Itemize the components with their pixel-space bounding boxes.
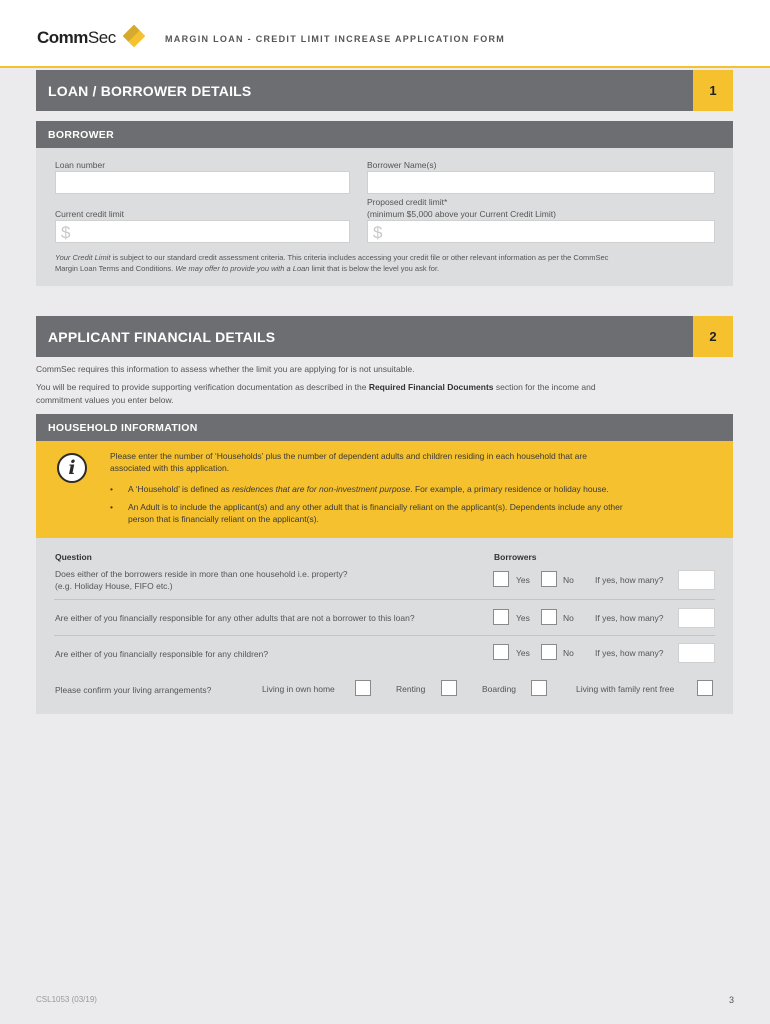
question-3-yes-label: Yes <box>516 648 530 658</box>
divider <box>54 599 715 600</box>
question-3-line-1: Are either of you financially responsible for any children? <box>55 649 269 659</box>
question-column-header: Question <box>55 552 92 562</box>
info-icon: i <box>57 453 87 483</box>
proposed-limit-hint: (minimum $5,000 above your Current Credit Limit) <box>367 209 556 219</box>
loan-number-label: Loan number <box>55 160 106 170</box>
section-1-header <box>36 70 733 111</box>
current-limit-label: Current credit limit <box>55 209 124 219</box>
page-header <box>0 0 770 68</box>
question-1-no-checkbox[interactable] <box>541 571 557 587</box>
borrower-panel <box>36 148 733 286</box>
section-2-intro-1: CommSec requires this information to assess whether the limit you are applying for is not unsuitable. <box>36 364 415 374</box>
living-own-home-label: Living in own home <box>262 684 335 694</box>
boarding-checkbox[interactable] <box>531 680 547 696</box>
info-bullet-1: • A ‘Household’ is defined as residences that are for non-investment purpose. For example, a primary residence or holiday house. <box>110 484 609 494</box>
question-1-line-1: Does either of the borrowers reside in more than one household i.e. property? <box>55 569 348 579</box>
info-line-2: associated with this application. <box>110 463 230 473</box>
question-1-howmany-label: If yes, how many? <box>595 575 664 585</box>
borrower-subheading: BORROWER <box>36 121 733 148</box>
question-2-no-label: No <box>563 613 574 623</box>
info-line-1: Please enter the number of ‘Households’ plus the number of dependent adults and children residing in each household that are <box>110 451 587 461</box>
question-3-no-label: No <box>563 648 574 658</box>
divider <box>54 635 715 636</box>
proposed-limit-field[interactable] <box>367 220 715 243</box>
borrower-names-field[interactable] <box>367 171 715 194</box>
living-arrangements-question: Please confirm your living arrangements? <box>55 685 212 695</box>
question-3-yes-checkbox[interactable] <box>493 644 509 660</box>
question-2-howmany-label: If yes, how many? <box>595 613 664 623</box>
question-1-no-label: No <box>563 575 574 585</box>
borrower-names-label: Borrower Name(s) <box>367 160 437 170</box>
question-3-howmany-label: If yes, how many? <box>595 648 664 658</box>
living-with-family-label: Living with family rent free <box>576 684 675 694</box>
section-2-title: APPLICANT FINANCIAL DETAILS <box>48 329 276 345</box>
page-number: 3 <box>728 995 734 1005</box>
question-1-line-2: (e.g. Holiday House, FIFO etc.) <box>55 581 173 591</box>
renting-label: Renting <box>396 684 426 694</box>
dollar-sign: $ <box>61 223 71 242</box>
commsec-logo: CommSec <box>37 28 116 47</box>
borrowers-column-header: Borrowers <box>494 552 537 562</box>
section-1-number: 1 <box>693 70 733 111</box>
question-1-yes-label: Yes <box>516 575 530 585</box>
living-own-home-checkbox[interactable] <box>355 680 371 696</box>
section-2-intro-2: You will be required to provide supporting verification documentation as described in the Required Financial Documents section for the income and <box>36 382 596 392</box>
current-limit-field[interactable] <box>55 220 350 243</box>
boarding-label: Boarding <box>482 684 517 694</box>
form-code: CSL1053 (03/19) <box>36 995 97 1004</box>
section-2-intro-3: commitment values you enter below. <box>36 395 174 405</box>
question-3-no-checkbox[interactable] <box>541 644 557 660</box>
info-bullet-2: • An Adult is to include the applicant(s) and any other adult that is financially reliant on the applicant(s). Dependents include any other person that is financially reliant on the applicant(s). <box>110 502 623 524</box>
question-1-yes-checkbox[interactable] <box>493 571 509 587</box>
form-title: MARGIN LOAN - CREDIT LIMIT INCREASE APPLICATION FORM <box>165 34 506 44</box>
section-2-header <box>36 316 733 357</box>
credit-limit-note-line2: Margin Loan Terms and Conditions. We may offer to provide you with a Loan limit that is below the level you ask for. <box>55 264 440 273</box>
living-with-family-checkbox[interactable] <box>697 680 713 696</box>
renting-checkbox[interactable] <box>441 680 457 696</box>
credit-limit-note-line1: Your Credit Limit is subject to our standard credit assessment criteria. This criteria includes accessing your credit file or other relevant information as per the CommSec <box>55 253 609 262</box>
section-1-title: LOAN / BORROWER DETAILS <box>48 83 252 99</box>
dollar-sign: $ <box>373 223 383 242</box>
question-1-howmany-field[interactable] <box>678 570 715 590</box>
commsec-diamond-icon <box>123 25 146 48</box>
question-2-line-1: Are either of you financially responsible for any other adults that are not a borrower to this loan? <box>55 613 415 623</box>
question-2-yes-label: Yes <box>516 613 530 623</box>
loan-number-field[interactable] <box>55 171 350 194</box>
question-2-no-checkbox[interactable] <box>541 609 557 625</box>
question-2-yes-checkbox[interactable] <box>493 609 509 625</box>
household-info-box <box>36 441 733 538</box>
question-3-howmany-field[interactable] <box>678 643 715 663</box>
section-2-number: 2 <box>693 316 733 357</box>
household-subheading: HOUSEHOLD INFORMATION <box>36 414 733 441</box>
proposed-limit-label: Proposed credit limit* <box>367 197 448 207</box>
question-2-howmany-field[interactable] <box>678 608 715 628</box>
